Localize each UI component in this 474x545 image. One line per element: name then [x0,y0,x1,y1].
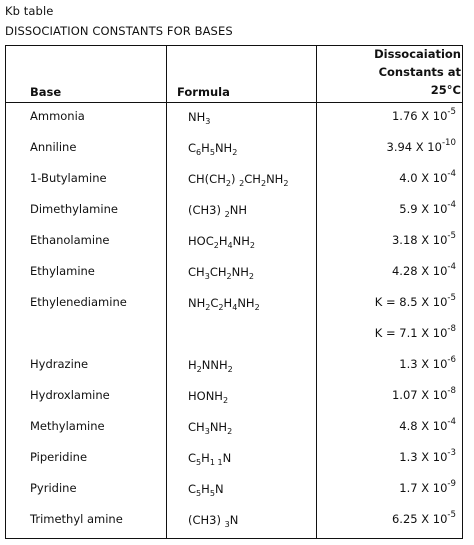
formula-text: NH [188,296,206,310]
dissociation-constant [399,448,456,464]
formula [188,389,228,405]
base-name: Trimethyl amine [30,512,123,526]
formula [188,110,210,126]
formula-subscript: 3 [205,117,211,126]
formula-text: CH [188,265,205,279]
formula-subscript: 3 [204,272,210,281]
formula-subscript: 4 [227,241,233,250]
formula-subscript: 2 [224,210,230,219]
table-row [6,103,464,134]
formula-subscript: 2 [226,272,232,281]
formula-text: (CH3) [188,513,225,527]
formula-subscript: 5 [209,489,215,498]
dissociation-constant [399,355,456,371]
table-row [6,320,464,351]
formula-text: H [201,141,210,155]
formula [188,420,232,436]
formula [188,513,238,529]
caption-subtitle: DISSOCIATION CONSTANTS FOR BASES [5,24,233,38]
constant-prefix: 4.0 X 10 [399,171,448,185]
formula-subscript: 2 [227,365,233,374]
header-constants-line3: 25°C [430,83,461,97]
formula-text: N [222,451,232,465]
formula-text: CH [244,172,261,186]
formula-text: NH [231,265,249,279]
formula-text: H [196,110,206,124]
formula-text: (CH3) [188,203,225,217]
table-row [6,382,464,413]
constant-exponent: -8 [447,324,456,334]
dissociation-constant [392,386,456,402]
formula-subscript: 5 [209,148,215,157]
caption-title: Kb table [5,4,54,18]
formula-subscript: 2 [254,303,260,312]
constant-exponent: -5 [447,510,456,520]
formula-subscript: 5 [196,458,202,467]
dissociation-constant [392,107,456,123]
header-constants [318,45,461,99]
table-row [6,258,464,289]
constant-exponent: -5 [447,293,456,303]
dissociation-constant [399,200,456,216]
formula-text: H [218,234,228,248]
constant-exponent: -5 [447,231,456,241]
table-row [6,165,464,196]
formula-subscript: 4 [232,303,238,312]
formula-text: NH [237,296,255,310]
formula-subscript: 2 [218,303,224,312]
formula-text: NH [229,203,247,217]
formula-text: HOC [188,234,214,248]
table-row [6,506,464,537]
header-constants-line1: Dissocaiation [374,47,461,61]
constant-exponent: -6 [447,355,456,365]
constant-exponent: -10 [441,138,456,148]
constant-prefix: 4.8 X 10 [399,419,448,433]
base-name: Anniline [30,140,77,154]
formula-subscript: 6 [196,148,202,157]
formula-subscript: 3 [204,427,210,436]
formula-text: H [188,358,197,372]
base-name: Dimethylamine [30,202,118,216]
formula-subscript: 2 [213,241,219,250]
formula-subscript: 3 [224,520,230,529]
base-name: Piperidine [30,450,88,464]
constant-prefix: 3.18 X 10 [391,233,448,247]
dissociation-constant [392,510,456,526]
formula-text: C [188,451,197,465]
formula [188,451,231,467]
base-name: Ethylenediamine [30,295,127,309]
formula-subscript: 2 [248,272,254,281]
formula [188,203,247,219]
formula-text: H [201,451,210,465]
formula [188,234,255,250]
base-name: Pyridine [30,481,77,495]
table-row [6,196,464,227]
formula-text: C [188,482,197,496]
formula-text: N [188,110,197,124]
formula-text: CH(CH [188,172,226,186]
header-constants-line2: Constants at [378,65,461,79]
constant-prefix: 5.9 X 10 [399,202,448,216]
formula-subscript: 2 [227,427,233,436]
formula-subscript: 2 [249,241,256,250]
dissociation-constant [387,138,457,154]
dissociation-constant [392,231,456,247]
table-row [6,444,464,475]
constant-prefix: 1.3 X 10 [399,450,448,464]
formula [188,482,224,498]
constant-exponent: -5 [447,107,456,117]
formula [188,296,260,312]
constant-exponent: -9 [447,479,456,489]
constant-prefix: 1.3 X 10 [399,357,448,371]
constant-prefix: 1.7 X 10 [399,481,448,495]
formula-text: C [210,296,219,310]
formula-subscript: 2 [260,179,267,188]
table-row [6,289,464,320]
formula-text: NH [209,420,228,434]
formula [188,172,288,188]
formula-subscript: 1 1 [209,458,223,467]
formula [188,265,254,281]
formula-text: NH [266,172,284,186]
base-name: Ethylamine [30,264,95,278]
formula-subscript: 2 [225,179,231,188]
table-row [6,227,464,258]
formula [188,358,233,374]
table-row [6,351,464,382]
constant-exponent: -4 [447,200,456,210]
constant-exponent: -3 [447,448,456,458]
base-name: Hydrazine [30,357,89,371]
dissociation-constant [392,262,456,278]
formula-text: N [214,141,224,155]
formula [188,141,237,157]
formula-subscript: 2 [205,303,211,312]
constant-prefix: 6.25 X 10 [391,512,448,526]
header-formula: Formula [177,85,230,99]
formula-subscript: 2 [196,365,202,374]
formula-subscript: 5 [196,489,202,498]
dissociation-constant [375,293,456,309]
base-name: Hydroxlamine [30,388,110,402]
constant-prefix: K = 8.5 X 10 [374,295,448,309]
dissociation-table [5,45,463,539]
formula-text: ) [230,172,240,186]
formula-text: C [188,141,197,155]
formula-text: N [214,482,224,496]
formula-text: HONH [188,389,223,403]
formula-subscript: 2 [222,396,229,405]
formula-text: CH [188,420,205,434]
base-name: Ammonia [30,109,85,123]
formula-text: NNH [201,358,228,372]
dissociation-constant [399,417,456,433]
formula-text: CH [209,265,227,279]
dissociation-constant [399,169,456,185]
constant-exponent: -4 [447,417,456,427]
table-row [6,134,464,165]
formula-text: H [223,296,233,310]
constant-prefix: 4.28 X 10 [391,264,448,278]
constant-prefix: 1.76 X 10 [391,109,448,123]
formula-subscript: 2 [232,148,238,157]
table-row [6,475,464,506]
dissociation-constant [399,479,456,495]
formula-text: H [223,141,233,155]
constant-exponent: -4 [447,262,456,272]
formula-subscript: 2 [283,179,289,188]
constant-prefix: K = 7.1 X 10 [374,326,448,340]
constant-exponent: -4 [447,169,456,179]
constant-prefix: 3.94 X 10 [386,140,442,154]
base-name: Ethanolamine [30,233,110,247]
table-row [6,413,464,444]
constant-prefix: 1.07 X 10 [391,388,448,402]
base-name: Methylamine [30,419,105,433]
header-base: Base [30,85,62,99]
dissociation-constant [375,324,456,340]
base-name: 1-Butylamine [30,171,107,185]
constant-exponent: -8 [447,386,456,396]
formula-subscript: 2 [239,179,245,188]
formula-text: NH [232,234,250,248]
formula-text: N [229,513,239,527]
formula-text: H [201,482,210,496]
